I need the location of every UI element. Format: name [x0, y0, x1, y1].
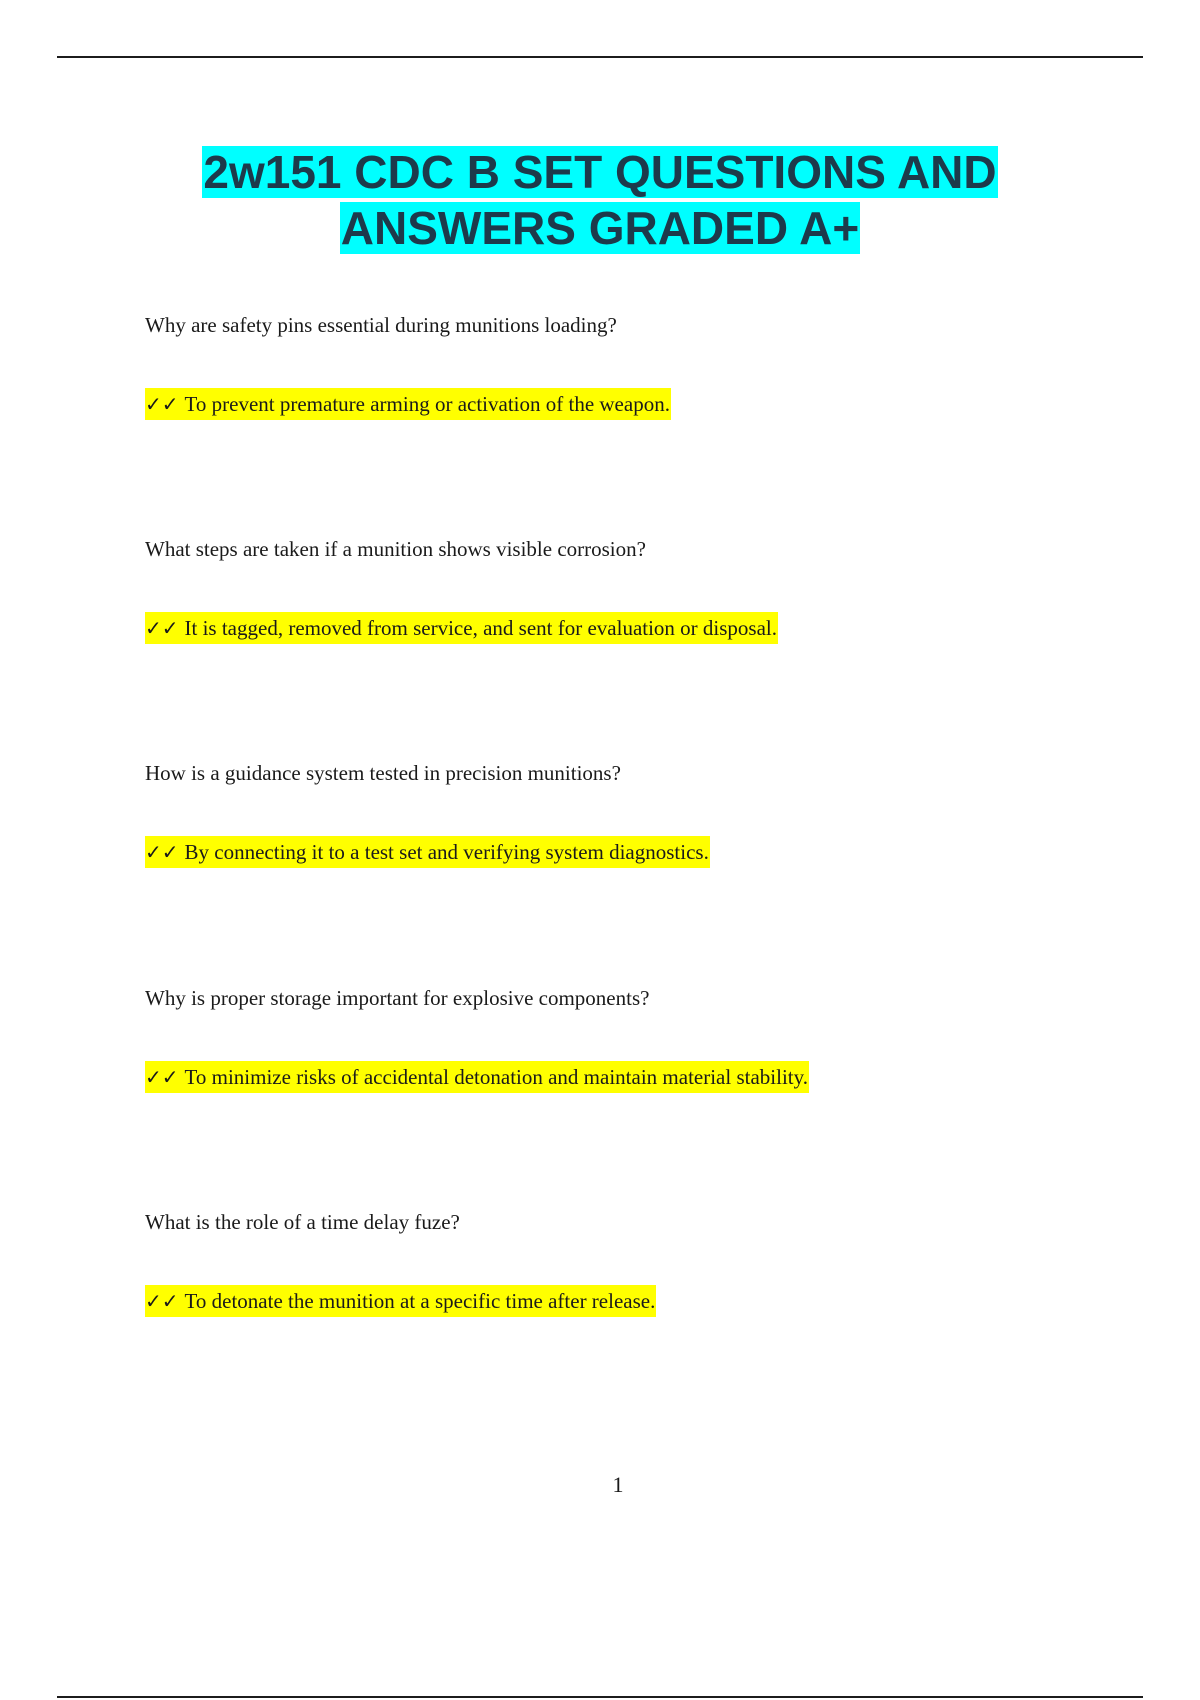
double-check-icon: ✓✓ — [145, 616, 179, 640]
document-title — [100, 144, 1100, 256]
question-text: What steps are taken if a munition shows visible corrosion? — [145, 537, 646, 561]
answer-text: To prevent premature arming or activation of the weapon. — [184, 392, 670, 416]
answer-line — [145, 1061, 809, 1093]
answer-highlight — [145, 836, 710, 868]
answer-line — [145, 612, 778, 644]
footer-rule — [57, 1696, 1143, 1698]
qa-item — [145, 985, 1105, 1089]
double-check-icon: ✓✓ — [145, 1289, 179, 1313]
document-title-text: 2w151 CDC B SET QUESTIONS AND ANSWERS GRADED A+ — [203, 146, 997, 254]
double-check-icon: ✓✓ — [145, 392, 179, 416]
answer-line — [145, 1285, 656, 1317]
question-text: Why are safety pins essential during munitions loading? — [145, 313, 617, 337]
header-rule — [57, 56, 1143, 58]
double-check-icon: ✓✓ — [145, 840, 179, 864]
answer-highlight — [145, 1285, 656, 1317]
qa-item — [145, 312, 1105, 416]
qa-item — [145, 1209, 1105, 1313]
double-check-icon: ✓✓ — [145, 1065, 179, 1089]
qa-item — [145, 536, 1105, 640]
question-text: What is the role of a time delay fuze? — [145, 1210, 460, 1234]
answer-text: To minimize risks of accidental detonation and maintain material stability. — [184, 1065, 809, 1089]
answer-highlight — [145, 612, 778, 644]
question-text: Why is proper storage important for explosive components? — [145, 986, 650, 1010]
answer-line — [145, 836, 710, 868]
answer-line — [145, 388, 671, 420]
answer-highlight — [145, 388, 671, 420]
qa-item — [145, 760, 1105, 864]
question-text: How is a guidance system tested in precision munitions? — [145, 761, 621, 785]
answer-text: To detonate the munition at a specific time after release. — [184, 1289, 656, 1313]
answer-text: It is tagged, removed from service, and sent for evaluation or disposal. — [184, 616, 778, 640]
answer-text: By connecting it to a test set and verifying system diagnostics. — [184, 840, 709, 864]
answer-highlight — [145, 1061, 809, 1093]
page-number: 1 — [612, 1472, 624, 1497]
